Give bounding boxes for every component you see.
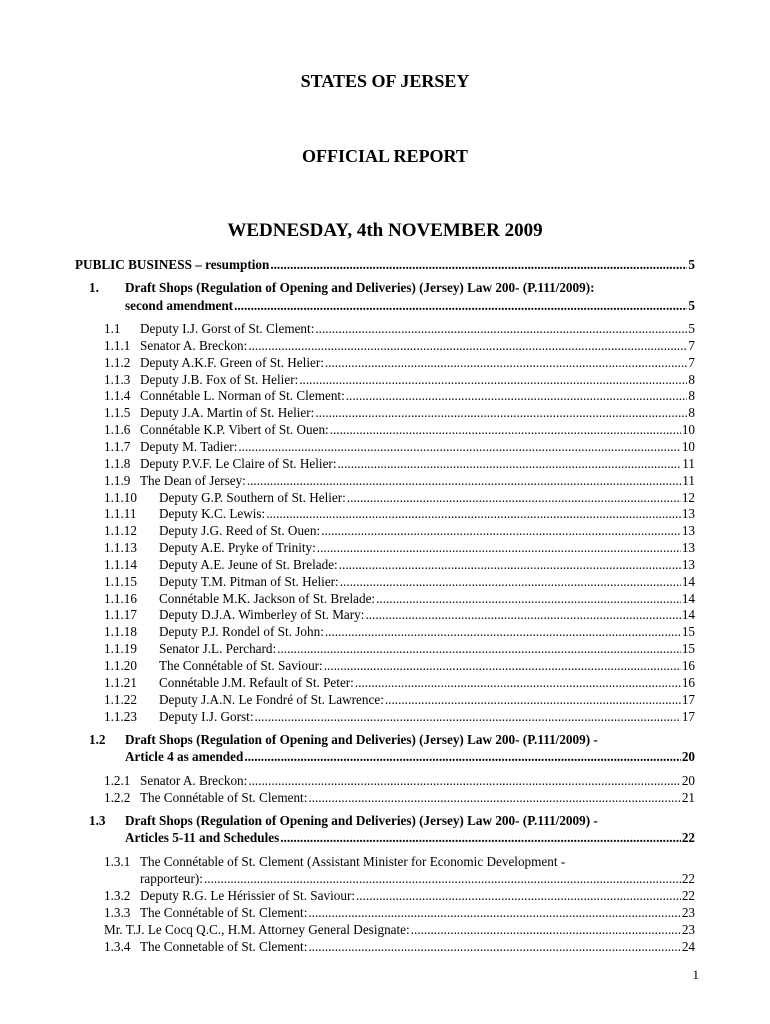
toc-leader-dots xyxy=(339,556,681,573)
toc-page-number: 16 xyxy=(681,658,695,673)
toc-entry[interactable] xyxy=(104,489,695,506)
report-date: WEDNESDAY, 4th NOVEMBER 2009 xyxy=(227,220,543,241)
toc-entry-label: Senator J.L. Perchard: xyxy=(159,641,277,657)
toc-page-number: 20 xyxy=(681,773,695,788)
toc-entry-number: 1.1.19 xyxy=(104,641,137,657)
toc-page-number: 22 xyxy=(681,888,695,903)
toc-entry[interactable] xyxy=(104,623,695,640)
toc-entry-number: 1.1.16 xyxy=(104,590,137,606)
toc-page-number: 21 xyxy=(681,789,695,805)
toc-entry[interactable] xyxy=(104,904,695,921)
toc-leader-dots xyxy=(308,938,680,955)
toc-leader-dots xyxy=(385,691,681,708)
toc-entry-label: Deputy J.A.N. Le Fondré of St. Lawrence: xyxy=(159,691,384,707)
toc-entry-label: Deputy J.G. Reed of St. Ouen: xyxy=(159,523,321,539)
toc-entry-number: 1.1.12 xyxy=(104,523,137,539)
toc-entry-number: 1.1.14 xyxy=(104,556,137,572)
toc-page-number: 12 xyxy=(681,489,695,505)
toc-entry-label-line2: rapporteur): xyxy=(140,871,203,886)
toc-page-number: 17 xyxy=(681,691,695,707)
toc-section-1-2-line2[interactable] xyxy=(125,748,695,765)
toc-section-title-line2: Articles 5-11 and Schedules xyxy=(125,830,280,845)
toc-entry[interactable] xyxy=(104,606,695,623)
toc-leader-dots xyxy=(365,606,680,623)
toc-page-number: 7 xyxy=(688,354,695,370)
toc-page-number: 15 xyxy=(681,641,695,657)
toc-entry-number: 1.1.21 xyxy=(104,674,137,690)
toc-entry[interactable] xyxy=(104,404,695,421)
toc-section-number: 1.3 xyxy=(89,813,106,828)
toc-entry-number: 1.1.11 xyxy=(104,506,137,522)
toc-entry-number: 1.1.7 xyxy=(104,438,131,454)
toc-leader-dots xyxy=(325,623,681,640)
toc-page-number: 13 xyxy=(681,506,695,522)
toc-entry-label: Deputy T.M. Pitman of St. Helier: xyxy=(159,573,339,589)
toc-section-1-heading[interactable] xyxy=(89,279,595,296)
toc-entry[interactable] xyxy=(104,455,695,472)
toc-page-number: 14 xyxy=(681,590,695,606)
toc-entry[interactable] xyxy=(104,421,695,438)
toc-entry-number: 1.2.2 xyxy=(104,789,131,805)
toc-entry-label: Deputy G.P. Southern of St. Helier: xyxy=(159,489,346,505)
toc-leader-dots xyxy=(356,887,681,904)
toc-entry[interactable] xyxy=(104,320,695,337)
toc-entry-number: 1.1.2 xyxy=(104,354,131,370)
toc-leader-dots xyxy=(324,657,681,674)
toc-entry-label-line1: The Connétable of St. Clement (Assistant Minister for Economic Development - xyxy=(140,854,566,869)
toc-entry[interactable] xyxy=(104,657,695,674)
toc-section-title-line1: Draft Shops (Regulation of Opening and Deliveries) (Jersey) Law 200- (P.111/2009): xyxy=(125,280,595,295)
toc-page-number: 17 xyxy=(681,708,695,724)
toc-page-number: 5 xyxy=(688,257,695,272)
toc-leader-dots xyxy=(376,590,681,607)
toc-entry[interactable] xyxy=(104,472,695,489)
toc-leader-dots xyxy=(338,455,682,472)
toc-leader-dots xyxy=(340,573,681,590)
toc-entry[interactable] xyxy=(104,590,695,607)
toc-entry-label: Deputy I.J. Gorst: xyxy=(159,708,254,724)
toc-entry-number: 1.1.5 xyxy=(104,405,131,421)
toc-entry[interactable] xyxy=(104,674,695,691)
toc-entry-label: Connétable K.P. Vibert of St. Ouen: xyxy=(140,422,329,438)
toc-entry-number: 1.1.18 xyxy=(104,624,137,640)
toc-entry-number: 1.1.10 xyxy=(104,489,137,505)
toc-entry-number: 1.1.22 xyxy=(104,691,137,707)
toc-page-number: 8 xyxy=(688,388,695,404)
toc-entry-label: PUBLIC BUSINESS – resumption xyxy=(75,257,270,272)
toc-page-number: 14 xyxy=(681,573,695,589)
toc-page-number: 5 xyxy=(688,321,695,336)
toc-entry-1-3-1-line2[interactable] xyxy=(140,870,695,887)
toc-entry-label: Deputy D.J.A. Wimberley of St. Mary: xyxy=(159,607,365,623)
toc-entry-label: Deputy A.E. Pryke of Trinity: xyxy=(159,540,316,556)
toc-leader-dots xyxy=(315,404,687,421)
toc-leader-dots xyxy=(247,472,681,489)
toc-page-number: 7 xyxy=(688,337,695,353)
toc-entry-1-3-1[interactable] xyxy=(104,853,566,870)
toc-entry[interactable] xyxy=(104,640,695,657)
toc-page-number: 14 xyxy=(681,607,695,623)
toc-entry-number: 1.1.13 xyxy=(104,540,137,556)
toc-leader-dots xyxy=(315,320,687,337)
toc-entry-label: Senator A. Breckon: xyxy=(140,773,248,788)
toc-entry-label: The Connetable of St. Clement: xyxy=(140,938,308,954)
toc-leader-dots xyxy=(234,297,687,314)
toc-page-number: 16 xyxy=(681,674,695,690)
toc-entry-number: 1.1.9 xyxy=(104,472,131,488)
toc-entry-label: The Dean of Jersey: xyxy=(140,472,246,488)
toc-entry[interactable] xyxy=(104,938,695,955)
toc-leader-dots xyxy=(280,829,681,846)
toc-page-number: 11 xyxy=(682,472,695,488)
toc-entry-label: Connétable J.M. Refault of St. Peter: xyxy=(159,674,354,690)
toc-entry-label: Deputy K.C. Lewis: xyxy=(159,506,266,522)
toc-entry-label: The Connétable of St. Saviour: xyxy=(159,658,323,673)
toc-entry-number: 1.3.1 xyxy=(104,854,131,869)
toc-page-number: 5 xyxy=(688,298,695,313)
toc-leader-dots xyxy=(346,387,688,404)
toc-page-number: 23 xyxy=(681,904,695,920)
toc-entry-label: Connétable L. Norman of St. Clement: xyxy=(140,388,345,404)
toc-leader-dots xyxy=(248,772,681,789)
toc-leader-dots xyxy=(238,438,680,455)
page-number: 1 xyxy=(692,967,699,982)
toc-leader-dots xyxy=(204,870,681,887)
toc-section-title-line2: Article 4 as amended xyxy=(125,749,244,764)
toc-entry-label: Connétable M.K. Jackson of St. Brelade: xyxy=(159,590,376,606)
toc-entry[interactable] xyxy=(104,708,695,725)
toc-entry[interactable] xyxy=(104,921,695,938)
toc-leader-dots xyxy=(355,674,681,691)
toc-section-number: 1.2 xyxy=(89,732,106,747)
toc-entry[interactable] xyxy=(104,354,695,371)
toc-section-1-2-heading[interactable] xyxy=(89,731,598,748)
toc-entry-label: Deputy J.A. Martin of St. Helier: xyxy=(140,405,315,421)
toc-leader-dots xyxy=(308,789,680,806)
toc-entry-number: 1.3.2 xyxy=(104,888,131,903)
toc-page-number: 11 xyxy=(682,455,695,471)
toc-section-1-line2[interactable] xyxy=(125,297,695,314)
toc-page-number: 13 xyxy=(681,556,695,572)
toc-page-number: 13 xyxy=(681,523,695,539)
toc-entry-public-business[interactable] xyxy=(75,256,695,273)
toc-entry-label: Deputy A.K.F. Green of St. Helier: xyxy=(140,354,324,370)
toc-entry-number: 1.1.3 xyxy=(104,371,131,387)
toc-page-number: 22 xyxy=(681,830,695,845)
toc-entry-label: Senator A. Breckon: xyxy=(140,337,248,353)
toc-leader-dots xyxy=(330,421,681,438)
toc-leader-dots xyxy=(325,354,688,371)
toc-entry[interactable] xyxy=(104,539,695,556)
toc-page-number: 22 xyxy=(681,871,695,886)
toc-entry-number: 1.1.8 xyxy=(104,455,131,471)
toc-entry-label: The Connétable of St. Clement: xyxy=(140,789,308,805)
toc-entry-number: 1.1.15 xyxy=(104,573,137,589)
toc-entry-label: Deputy P.V.F. Le Claire of St. Helier: xyxy=(140,455,337,471)
toc-leader-dots xyxy=(299,371,687,388)
toc-page-number: 15 xyxy=(681,624,695,640)
toc-entry-number: 1.1.6 xyxy=(104,422,131,438)
toc-section-title-line1: Draft Shops (Regulation of Opening and Deliveries) (Jersey) Law 200- (P.111/2009) - xyxy=(125,813,598,828)
toc-entry-label: Mr. T.J. Le Cocq Q.C., H.M. Attorney General Designate: xyxy=(104,921,410,937)
toc-section-1-3-line2[interactable] xyxy=(125,829,695,846)
toc-page-number: 10 xyxy=(681,438,695,454)
toc-page-number: 8 xyxy=(688,371,695,387)
toc-entry-label: Deputy P.J. Rondel of St. John: xyxy=(159,624,324,640)
document-title: STATES OF JERSEY xyxy=(300,71,470,91)
toc-entry[interactable] xyxy=(104,789,695,806)
toc-entry[interactable] xyxy=(104,573,695,590)
toc-entry[interactable] xyxy=(104,887,695,904)
toc-entry[interactable] xyxy=(104,556,695,573)
toc-entry[interactable] xyxy=(104,772,695,789)
toc-leader-dots xyxy=(308,904,680,921)
toc-page-number: 13 xyxy=(681,540,695,556)
toc-entry-number: 1.1.4 xyxy=(104,388,131,404)
toc-entry[interactable] xyxy=(104,337,695,354)
toc-page-number: 20 xyxy=(681,749,695,764)
toc-entry[interactable] xyxy=(104,505,695,522)
toc-entry[interactable] xyxy=(104,387,695,404)
toc-leader-dots xyxy=(266,505,681,522)
toc-entry-number: 1.3.4 xyxy=(104,938,131,954)
toc-section-number: 1. xyxy=(89,280,99,295)
toc-entry-number: 1.1.1 xyxy=(104,337,131,353)
toc-leader-dots xyxy=(255,708,681,725)
toc-page-number: 24 xyxy=(681,938,695,954)
toc-entry-label: Deputy I.J. Gorst of St. Clement: xyxy=(140,321,315,336)
toc-page-number: 8 xyxy=(688,405,695,421)
toc-entry-number: 1.3.3 xyxy=(104,904,131,920)
toc-leader-dots xyxy=(411,921,681,938)
toc-entry-number: 1.2.1 xyxy=(104,773,131,788)
toc-leader-dots xyxy=(244,748,681,765)
toc-section-title-line2: second amendment xyxy=(125,298,234,313)
toc-entry-number: 1.1.20 xyxy=(104,658,137,673)
toc-entry[interactable] xyxy=(104,522,695,539)
toc-entry-label: Deputy A.E. Jeune of St. Brelade: xyxy=(159,556,338,572)
toc-page-number: 23 xyxy=(681,921,695,937)
toc-leader-dots xyxy=(347,489,681,506)
toc-leader-dots xyxy=(248,337,687,354)
toc-entry-label: Deputy R.G. Le Hérissier of St. Saviour: xyxy=(140,888,355,903)
toc-entry-label: Deputy M. Tadier: xyxy=(140,438,238,454)
toc-leader-dots xyxy=(277,640,681,657)
toc-entry-number: 1.1.17 xyxy=(104,607,137,623)
toc-entry-label: The Connétable of St. Clement: xyxy=(140,904,308,920)
toc-section-title-line1: Draft Shops (Regulation of Opening and Deliveries) (Jersey) Law 200- (P.111/2009) - xyxy=(125,732,598,747)
toc-entry[interactable] xyxy=(104,438,695,455)
toc-entry-number: 1.1 xyxy=(104,321,121,336)
report-subtitle: OFFICIAL REPORT xyxy=(302,146,468,166)
toc-entry-label: Deputy J.B. Fox of St. Helier: xyxy=(140,371,299,387)
toc-entry-number: 1.1.23 xyxy=(104,708,137,724)
toc-leader-dots xyxy=(317,539,681,556)
toc-entry[interactable] xyxy=(104,691,695,708)
toc-entry[interactable] xyxy=(104,371,695,388)
toc-section-1-3-heading[interactable] xyxy=(89,812,598,829)
toc-page-number: 10 xyxy=(681,422,695,438)
toc-leader-dots xyxy=(270,256,687,273)
toc-leader-dots xyxy=(321,522,681,539)
